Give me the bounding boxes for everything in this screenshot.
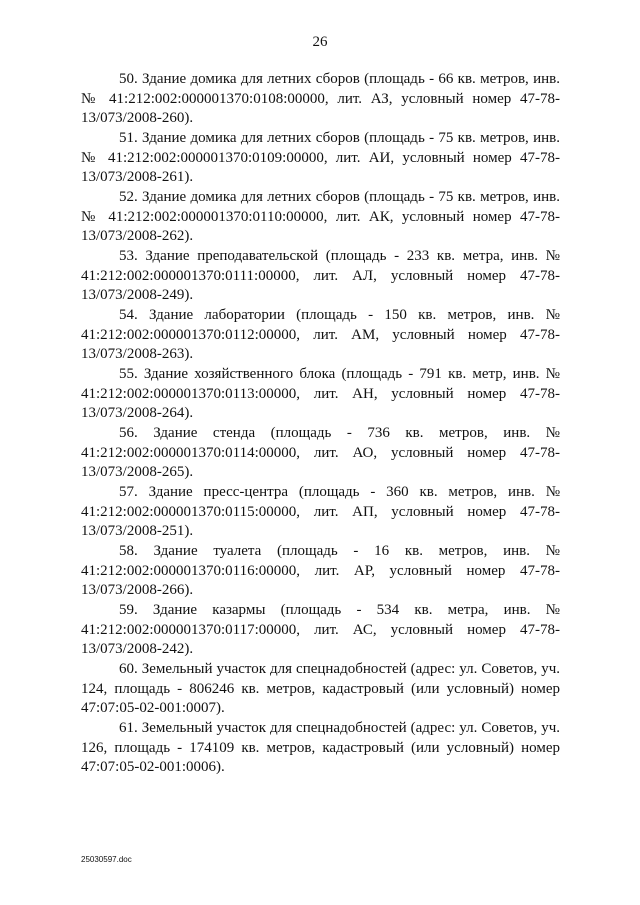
file-name-footer: 25030597.doc	[81, 855, 132, 864]
list-item: 60. Земельный участок для спецнадобностей (адрес: ул. Советов, уч. 124, площадь - 806246 кв. метров, кадастровый (или условный) номер 47:07:05-02-001:0007).	[81, 661, 560, 716]
list-item: 54. Здание лаборатории (площадь - 150 кв. метров, инв. № 41:212:002:000001370:0112:00000, лит. АМ, условный номер 47-78-13/073/2008-263).	[81, 307, 560, 362]
list-item: 58. Здание туалета (площадь - 16 кв. метров, инв. № 41:212:002:000001370:0116:00000, лит. АР, условный номер 47-78-13/073/2008-266).	[81, 543, 560, 598]
page-number: 26	[312, 34, 328, 50]
document-body	[81, 70, 560, 778]
list-item: 53. Здание преподавательской (площадь - 233 кв. метра, инв. № 41:212:002:000001370:0111:00000, лит. АЛ, условный номер 47-78-13/073/2008-249).	[81, 248, 560, 303]
list-item: 50. Здание домика для летних сборов (площадь - 66 кв. метров, инв. № 41:212:002:000001370:0108:00000, лит. АЗ, условный номер 47-78-13/073/2008-260).	[81, 71, 560, 126]
list-item: 61. Земельный участок для спецнадобностей (адрес: ул. Советов, уч. 126, площадь - 174109 кв. метров, кадастровый (или условный) номер 47:07:05-02-001:0006).	[81, 720, 560, 775]
list-item: 56. Здание стенда (площадь - 736 кв. метров, инв. № 41:212:002:000001370:0114:00000, лит. АО, условный номер 47-78-13/073/2008-265).	[81, 425, 560, 480]
list-item: 51. Здание домика для летних сборов (площадь - 75 кв. метров, инв. № 41:212:002:000001370:0109:00000, лит. АИ, условный номер 47-78-13/073/2008-261).	[81, 130, 560, 185]
list-item: 52. Здание домика для летних сборов (площадь - 75 кв. метров, инв. № 41:212:002:000001370:0110:00000, лит. АК, условный номер 47-78-13/073/2008-262).	[81, 189, 560, 244]
list-item: 55. Здание хозяйственного блока (площадь - 791 кв. метр, инв. № 41:212:002:000001370:0113:00000, лит. АН, условный номер 47-78-13/073/2008-264).	[81, 366, 560, 421]
list-item: 57. Здание пресс-центра (площадь - 360 кв. метров, инв. № 41:212:002:000001370:0115:00000, лит. АП, условный номер 47-78-13/073/2008-251).	[81, 484, 560, 539]
list-item: 59. Здание казармы (площадь - 534 кв. метра, инв. № 41:212:002:000001370:0117:00000, лит. АС, условный номер 47-78-13/073/2008-242).	[81, 602, 560, 657]
